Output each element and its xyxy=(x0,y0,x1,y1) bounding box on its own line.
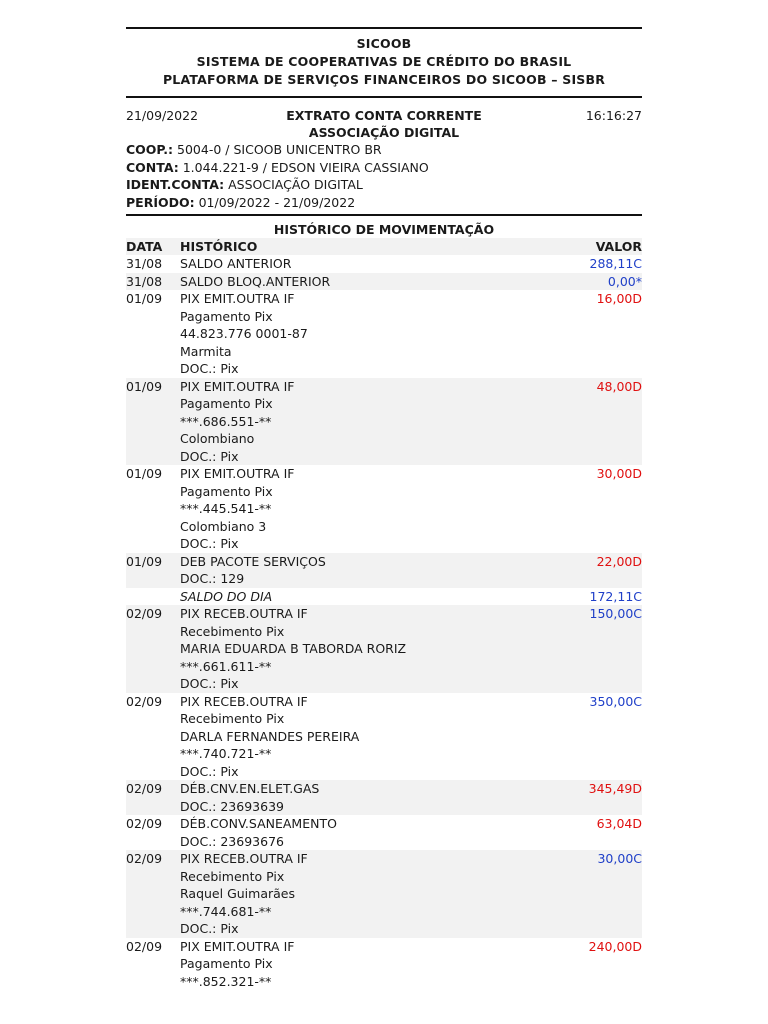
history-line: PIX RECEB.OUTRA IF xyxy=(180,851,308,866)
history-line: PIX EMIT.OUTRA IF xyxy=(180,466,295,481)
history-line: ***.740.721-** xyxy=(180,746,272,761)
row-value: 172,11C xyxy=(589,588,642,604)
history-line: PIX RECEB.OUTRA IF xyxy=(180,606,308,621)
history-line: PIX EMIT.OUTRA IF xyxy=(180,938,295,954)
history-line: DOC.: 129 xyxy=(180,571,245,586)
history-line: DOC.: Pix xyxy=(180,536,239,551)
history-line: PIX EMIT.OUTRA IF xyxy=(180,291,295,306)
row-history xyxy=(180,605,522,693)
row-value: 345,49D xyxy=(588,781,642,796)
transaction-list xyxy=(126,255,642,990)
info-rule xyxy=(126,214,642,216)
history-line: Recebimento Pix xyxy=(180,868,285,884)
history-line: PIX RECEB.OUTRA IF xyxy=(180,693,308,709)
row-date: 01/09 xyxy=(126,553,163,569)
row-history xyxy=(180,850,522,938)
history-line: Recebimento Pix xyxy=(180,623,285,639)
history-line: Colombiano 3 xyxy=(180,518,267,534)
header-rule xyxy=(126,96,642,98)
history-line: ***.661.611-** xyxy=(180,658,272,674)
row-date: 31/08 xyxy=(126,256,163,271)
history-header xyxy=(126,238,642,255)
row-history xyxy=(180,255,522,273)
history-line: DOC.: Pix xyxy=(180,763,239,779)
history-line: SALDO BLOQ.ANTERIOR xyxy=(180,273,331,289)
bank-name: SICOOB xyxy=(356,36,412,51)
history-line: SALDO ANTERIOR xyxy=(180,256,292,271)
history-line: DOC.: Pix xyxy=(180,448,239,464)
statement-title: EXTRATO CONTA CORRENTE xyxy=(286,108,482,123)
row-history xyxy=(180,273,522,291)
history-line: Pagamento Pix xyxy=(180,308,273,324)
row-value: 22,00D xyxy=(596,553,642,569)
table-row xyxy=(126,465,642,553)
statement-date: 21/09/2022 xyxy=(126,108,199,123)
row-value: 150,00C xyxy=(589,606,642,621)
history-line: Recebimento Pix xyxy=(180,711,285,726)
row-date: 02/09 xyxy=(126,781,163,796)
table-row xyxy=(126,850,642,938)
row-history xyxy=(180,938,522,991)
table-row xyxy=(126,815,642,850)
row-value: 48,00D xyxy=(596,378,642,394)
row-date: 02/09 xyxy=(126,938,163,954)
table-row xyxy=(126,255,642,273)
history-line: ***.744.681-** xyxy=(180,903,272,919)
table-row xyxy=(126,588,642,606)
conta-line: CONTA: 1.044.221-9 / EDSON VIEIRA CASSIANO xyxy=(126,159,429,175)
account-info xyxy=(126,141,642,211)
table-row xyxy=(126,273,642,291)
history-line: DÉB.CONV.SANEAMENTO xyxy=(180,816,337,831)
ident-line: IDENT.CONTA: ASSOCIAÇÃO DIGITAL xyxy=(126,177,363,192)
history-line: SALDO DO DIA xyxy=(180,588,273,604)
history-line: DOC.: Pix xyxy=(180,921,239,936)
row-history xyxy=(180,465,522,553)
row-value: 30,00C xyxy=(597,851,642,866)
statement-topline xyxy=(126,107,642,124)
row-date: 02/09 xyxy=(126,851,163,866)
row-date: 31/08 xyxy=(126,273,163,289)
row-date: 01/09 xyxy=(126,466,163,481)
table-row xyxy=(126,780,642,815)
history-line: DOC.: 23693676 xyxy=(180,833,284,849)
row-value: 0,00* xyxy=(607,273,642,289)
row-history xyxy=(180,290,522,378)
system-name: SISTEMA DE COOPERATIVAS DE CRÉDITO DO BRASIL xyxy=(196,54,572,69)
row-value: 16,00D xyxy=(596,291,642,306)
row-history xyxy=(180,553,522,588)
history-line: ***.852.321-** xyxy=(180,973,272,989)
row-history xyxy=(180,693,522,781)
row-date: 01/09 xyxy=(126,291,163,306)
row-date: 02/09 xyxy=(126,693,163,709)
history-line: 44.823.776 0001-87 xyxy=(180,326,308,341)
row-date: 02/09 xyxy=(126,606,163,621)
history-line: DEB PACOTE SERVIÇOS xyxy=(180,553,326,569)
history-line: PIX EMIT.OUTRA IF xyxy=(180,378,295,394)
statement-subtitle: ASSOCIAÇÃO DIGITAL xyxy=(308,125,460,140)
row-history xyxy=(180,378,522,466)
history-line: DOC.: 23693639 xyxy=(180,798,284,814)
coop-line: COOP.: 5004-0 / SICOOB UNICENTRO BR xyxy=(126,142,382,157)
row-date xyxy=(126,588,180,606)
row-value: 240,00D xyxy=(588,938,642,954)
row-date: 02/09 xyxy=(126,816,163,831)
row-history xyxy=(180,815,522,850)
periodo-line: PERÍODO: 01/09/2022 - 21/09/2022 xyxy=(126,194,356,210)
history-line: ***.445.541-** xyxy=(180,501,272,516)
history-line: MARIA EDUARDA B TABORDA RORIZ xyxy=(180,641,407,656)
history-line: ***.686.551-** xyxy=(180,413,272,429)
table-row xyxy=(126,553,642,588)
row-value: 288,11C xyxy=(589,256,642,271)
row-value: 350,00C xyxy=(589,693,642,709)
row-date: 01/09 xyxy=(126,378,163,394)
history-line: Pagamento Pix xyxy=(180,956,273,971)
history-line: Pagamento Pix xyxy=(180,483,273,499)
history-line: Pagamento Pix xyxy=(180,396,273,411)
table-row xyxy=(126,693,642,781)
statement-time: 16:16:27 xyxy=(585,108,642,123)
row-history xyxy=(180,780,522,815)
history-line: DOC.: Pix xyxy=(180,676,239,691)
table-row xyxy=(126,938,642,991)
platform-name: PLATAFORMA DE SERVIÇOS FINANCEIROS DO SICOOB – SISBR xyxy=(162,72,606,87)
table-row xyxy=(126,378,642,466)
top-rule xyxy=(126,27,642,29)
history-line: DÉB.CNV.EN.ELET.GAS xyxy=(180,781,320,796)
column-value: VALOR xyxy=(595,239,642,254)
column-date: DATA xyxy=(126,239,163,254)
table-row xyxy=(126,605,642,693)
history-title: HISTÓRICO DE MOVIMENTAÇÃO xyxy=(273,222,495,237)
history-line: Raquel Guimarães xyxy=(180,886,295,901)
history-line: Colombiano xyxy=(180,431,255,446)
row-value: 63,04D xyxy=(596,816,642,831)
row-history xyxy=(180,588,522,606)
column-history: HISTÓRICO xyxy=(180,239,258,254)
history-line: Marmita xyxy=(180,343,232,359)
statement-page xyxy=(126,27,642,990)
history-line: DOC.: Pix xyxy=(180,361,239,376)
history-line: DARLA FERNANDES PEREIRA xyxy=(180,728,360,744)
table-row xyxy=(126,290,642,378)
row-value: 30,00D xyxy=(596,466,642,481)
